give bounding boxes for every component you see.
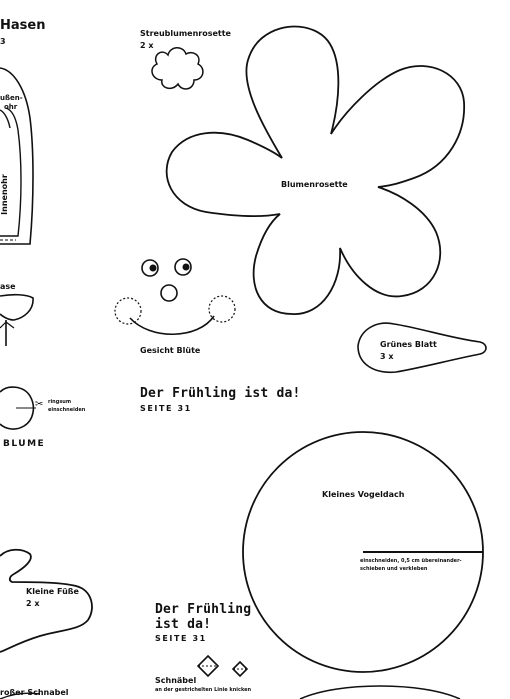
- right-pupil: [183, 264, 190, 271]
- blume-label: BLUME: [3, 439, 46, 449]
- spring-heading-top: Der Frühling ist da!: [140, 386, 301, 401]
- hasen-count: 3: [0, 37, 6, 46]
- face-label: Gesicht Blüte: [140, 346, 201, 355]
- spring-heading-bottom-1: Der Frühling: [155, 602, 252, 617]
- nose-stem-left: [0, 322, 6, 328]
- outer-ear-label-2: ohr: [4, 103, 18, 111]
- big-flower-shape: [167, 27, 465, 315]
- nose-label: ase: [0, 282, 16, 291]
- spring-page-top: SEITE 31: [140, 404, 192, 413]
- small-flower-label: Streublumenrosette: [140, 29, 231, 38]
- inner-ear-label: Innenohr: [0, 174, 9, 215]
- outer-ear-label-1: ußen-: [0, 94, 23, 102]
- scissors-icon: ✂: [35, 399, 44, 410]
- nose-shape: [0, 295, 33, 320]
- ringsum-label-2: einschneiden: [48, 407, 86, 413]
- inner-ear-shape: [0, 108, 21, 236]
- nose-stem-right: [6, 322, 14, 328]
- left-pupil: [150, 265, 157, 272]
- small-flower-shape: [152, 48, 203, 89]
- beak-small: [233, 662, 247, 676]
- beaks-label: Schnäbel: [155, 676, 197, 685]
- big-flower-label: Blumenrosette: [281, 180, 348, 189]
- leaf-label: Grünes Blatt: [380, 340, 437, 349]
- beaks-note: an der gestrichelten Linie knicken: [155, 687, 252, 693]
- small-flower-count: 2 x: [140, 41, 154, 50]
- small-feet-shape: [0, 550, 92, 652]
- spring-heading-bottom-2: ist da!: [155, 617, 212, 632]
- left-cheek: [115, 298, 141, 324]
- leaf-count: 3 x: [380, 352, 394, 361]
- large-beak-label: roßer Schnabel: [0, 688, 69, 697]
- small-feet-label: Kleine Füße: [26, 587, 79, 596]
- face-nose: [161, 285, 177, 301]
- bird-roof-label: Kleines Vogeldach: [322, 490, 405, 499]
- cut-instruction-2: schieben und verkleben: [360, 566, 428, 572]
- spring-page-bottom: SEITE 31: [155, 634, 207, 643]
- ringsum-label-1: ringsum: [48, 399, 72, 405]
- partial-circle-bottom: [300, 686, 460, 699]
- face-mouth: [130, 316, 214, 334]
- hasen-title: Hasen: [0, 18, 46, 33]
- cut-instruction-1: einschneiden, 0,5 cm übereinander-: [360, 558, 462, 564]
- small-feet-count: 2 x: [26, 599, 40, 608]
